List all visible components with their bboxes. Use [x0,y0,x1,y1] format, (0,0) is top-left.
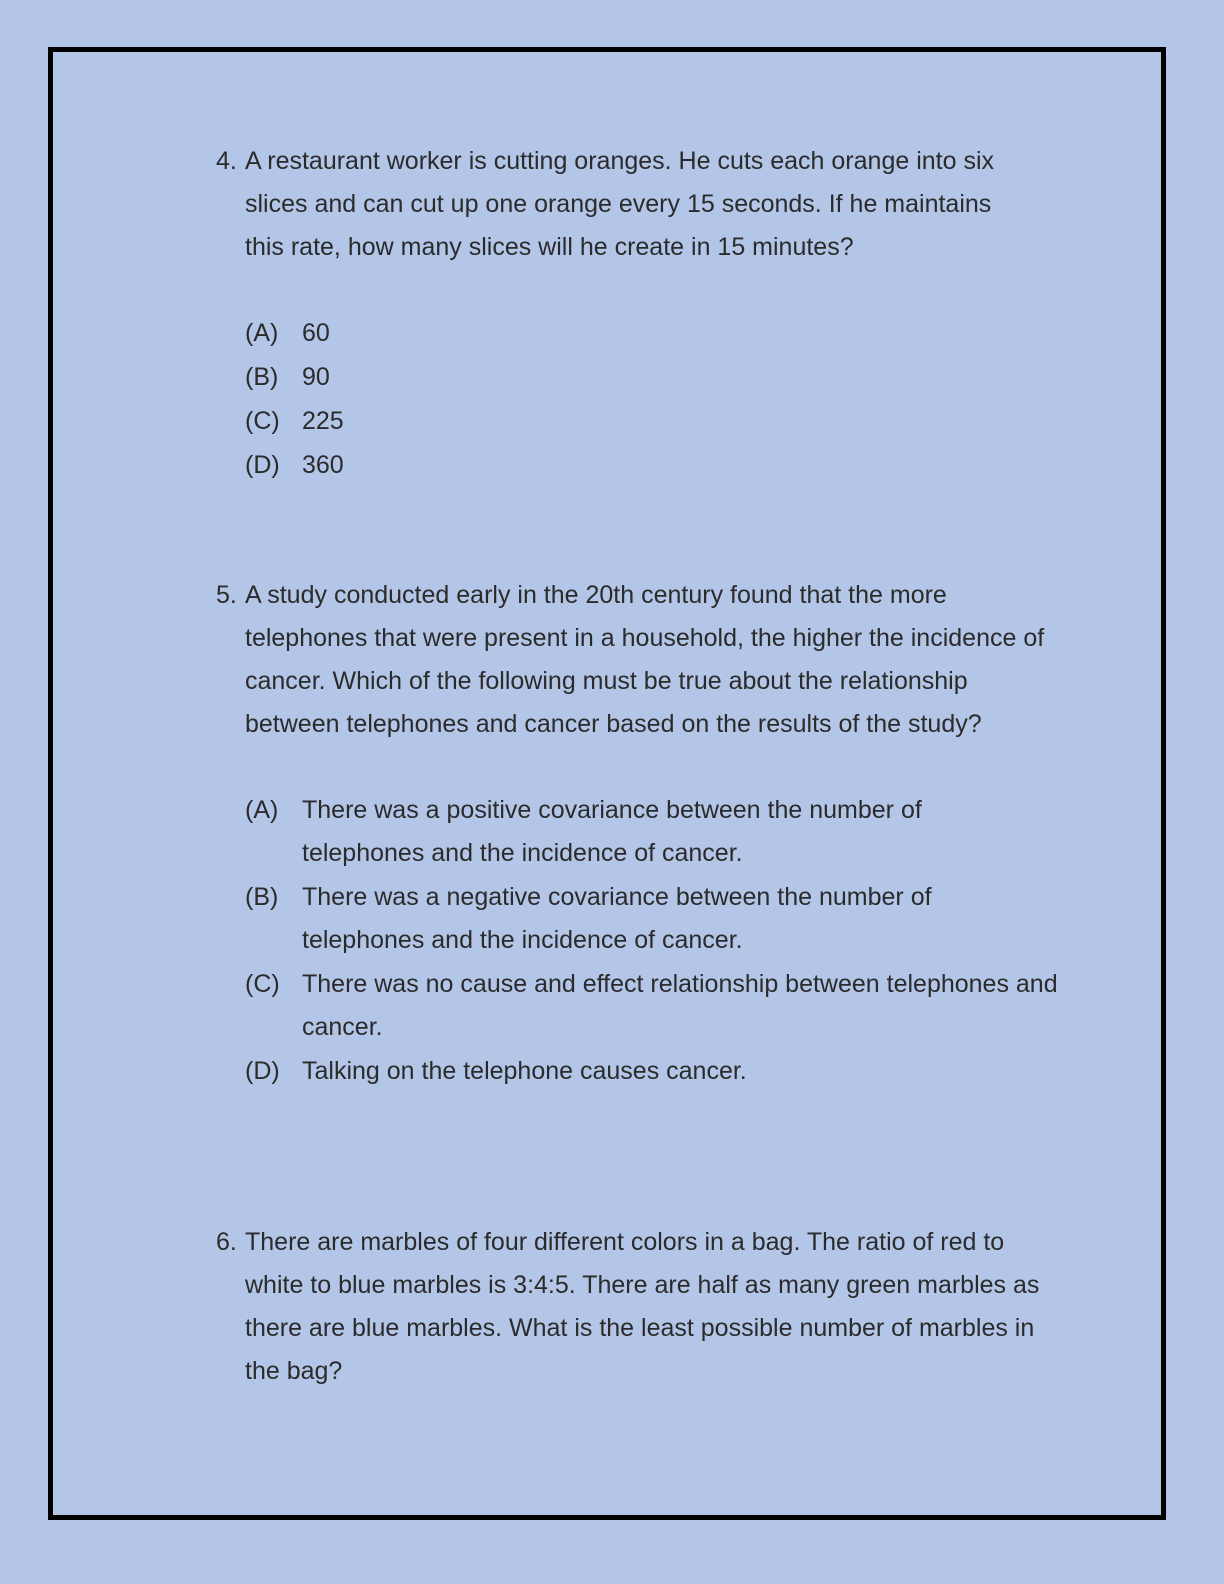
option-letter: (B) [245,883,279,911]
question-stem [216,140,1035,269]
option-letter: (B) [245,363,279,391]
answer-option-c [216,400,1056,443]
answer-option-b [216,356,1056,399]
answer-option-a [216,789,982,875]
answer-options [216,789,1058,1093]
option-text: Talking on the telephone causes cancer. [302,1057,747,1085]
question-number: 4. [216,147,237,175]
option-text: 360 [302,451,344,479]
answer-option-a [216,312,1056,355]
answer-options [216,312,1056,487]
option-letter: (C) [245,407,280,435]
option-text: 90 [302,363,330,391]
question-stem [216,574,1050,746]
option-text: There was no cause and effect relationship between telephones and cancer. [302,970,1058,1041]
option-letter: (C) [245,970,280,998]
question-5 [216,574,1056,1094]
option-text: There was a positive covariance between the number of telephones and the incidence of cancer. [302,796,922,867]
option-letter: (D) [245,1057,280,1085]
option-text: There was a negative covariance between the number of telephones and the incidence of cancer. [302,883,932,954]
answer-option-d [216,444,1056,487]
question-4 [216,140,1056,488]
question-6 [216,1221,1056,1393]
answer-option-d [216,1050,1062,1093]
option-letter: (A) [245,796,279,824]
answer-option-c [216,963,1062,1049]
question-stem [216,1221,1050,1393]
option-letter: (A) [245,319,279,347]
question-text: A restaurant worker is cutting oranges. He cuts each orange into six slices and can cut up one orange every 15 seconds. If he maintains this rate, how many slices will he create in 15 minutes? [245,147,994,261]
option-text: 225 [302,407,344,435]
question-text: There are marbles of four different colors in a bag. The ratio of red to white to blue marbles is 3:4:5. There are half as many green marbles as there are blue marbles. What is the least possible number of marbles in the bag? [245,1228,1040,1385]
question-text: A study conducted early in the 20th century found that the more telephones that were present in a household, the higher the incidence of cancer. Which of the following must be true about the relationship between telephones and cancer based on the results of the study? [245,581,1045,738]
question-number: 6. [216,1228,237,1256]
option-text: 60 [302,319,330,347]
option-letter: (D) [245,451,280,479]
question-number: 5. [216,581,237,609]
answer-option-b [216,876,982,962]
